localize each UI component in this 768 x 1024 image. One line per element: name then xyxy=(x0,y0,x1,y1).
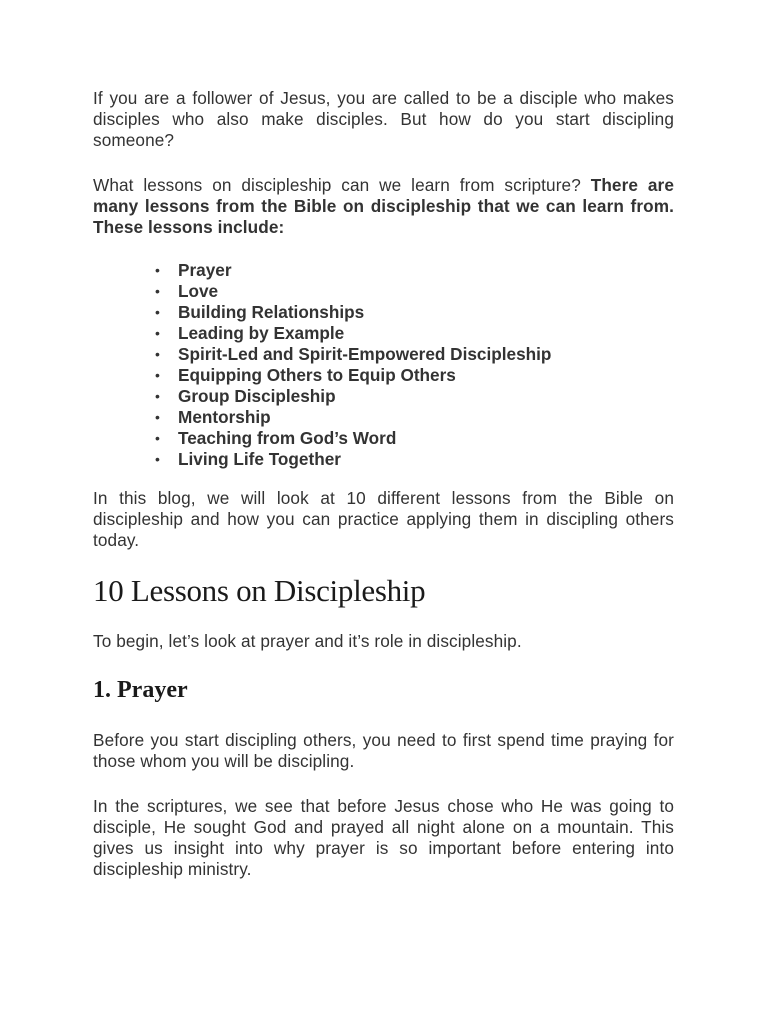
bullet-icon: • xyxy=(155,430,160,446)
list-item xyxy=(93,344,674,365)
list-item-label: Spirit-Led and Spirit-Empowered Discipleship xyxy=(178,344,552,364)
bullet-icon: • xyxy=(155,304,160,320)
list-item-label: Teaching from God’s Word xyxy=(178,428,397,448)
list-item xyxy=(93,323,674,344)
bullet-icon: • xyxy=(155,409,160,425)
list-item-label: Group Discipleship xyxy=(178,386,336,406)
list-item xyxy=(93,449,674,470)
lessons-intro-bold-text: There are many lessons from the Bible on discipleship that we can learn from. These lessons include: xyxy=(93,175,674,237)
bullet-icon: • xyxy=(155,325,160,341)
list-item xyxy=(93,302,674,323)
lessons-question-paragraph xyxy=(93,175,674,238)
list-item-label: Equipping Others to Equip Others xyxy=(178,365,456,385)
list-item xyxy=(93,281,674,302)
bullet-icon: • xyxy=(155,346,160,362)
list-item xyxy=(93,386,674,407)
document-page xyxy=(93,88,674,880)
list-item-label: Love xyxy=(178,281,219,301)
intro-paragraph: If you are a follower of Jesus, you are called to be a disciple who makes disciples who also make disciples. But how do you start discipling someone? xyxy=(93,88,674,150)
list-item xyxy=(93,428,674,449)
bullet-icon: • xyxy=(155,283,160,299)
list-item-label: Living Life Together xyxy=(178,449,341,469)
list-item-label: Building Relationships xyxy=(178,302,365,322)
bullet-icon: • xyxy=(155,388,160,404)
bullet-icon: • xyxy=(155,367,160,383)
prayer-heading: 1. Prayer xyxy=(93,677,188,703)
list-item xyxy=(93,260,674,281)
prayer-paragraph-1: Before you start discipling others, you need to first spend time praying for those whom you will be discipling. xyxy=(93,730,674,771)
prayer-paragraph-2: In the scriptures, we see that before Jesus chose who He was going to disciple, He sought God and prayed all night alone on a mountain. This gives us insight into why prayer is so important before entering into discipleship ministry. xyxy=(93,796,674,879)
list-item xyxy=(93,407,674,428)
list-item xyxy=(93,365,674,386)
section-intro-paragraph: To begin, let’s look at prayer and it’s role in discipleship. xyxy=(93,631,522,651)
list-item-label: Mentorship xyxy=(178,407,271,427)
bullet-icon: • xyxy=(155,262,160,278)
section-heading: 10 Lessons on Discipleship xyxy=(93,573,426,608)
list-item-label: Leading by Example xyxy=(178,323,345,343)
lessons-list xyxy=(93,260,674,470)
list-item-label: Prayer xyxy=(178,260,232,280)
lessons-question-text: What lessons on discipleship can we learn from scripture? xyxy=(93,175,591,195)
bullet-icon: • xyxy=(155,451,160,467)
blog-overview-paragraph: In this blog, we will look at 10 different lessons from the Bible on discipleship and how you can practice applying them in discipling others today. xyxy=(93,488,674,550)
